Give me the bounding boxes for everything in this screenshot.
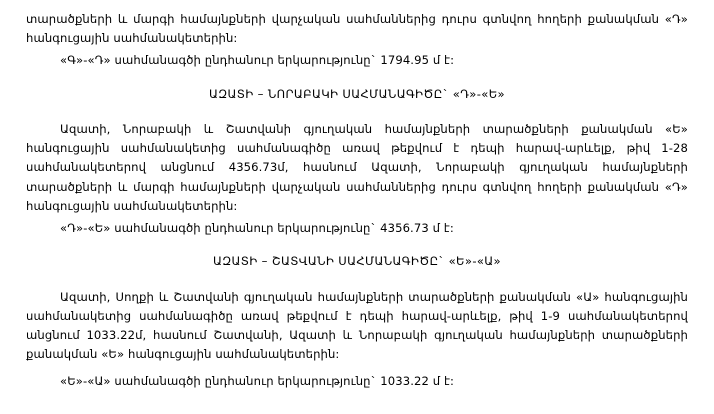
spacer (26, 238, 688, 252)
spacer (26, 104, 688, 120)
quote-g-d: «Գ»-«Դ» սահմանագծի ընդհանուր երկարությունը` 1794.95 մ է: (60, 53, 455, 68)
spacer (26, 272, 688, 288)
quote-e-a: «Ե»-«Ա» սահմանագծի ընդհանուր երկարությունը` 1033.22 մ է: (60, 373, 455, 388)
body-paragraph-2: Ազատի, Սողքի և Շատվանի գյուղական համայնքների տարածքների քանակման «Ա» հանգուցային սահմանակետից սահմանագիծը առավ թեքվում է դեպի հարավ-արևելք, թիվ 1-9 սահմանակետերով անցնում 1033.22մ, հասնում Շատվանի, Ազատի և Նորաբակի գյուղական համայնքների տարածքների քանակման «Ե» հանգուցային սահմանակետերին: (26, 289, 688, 362)
spacer (26, 71, 688, 85)
intro-paragraph: տարածքների և մարգի համայնքների վարչական սահմաններից դուրս գտնվող հողերի քանակման «Դ» հանգուցային սահմանակետերին: (26, 12, 688, 46)
quote-d-e: «Դ»-«Ե» սահմանագծի ընդհանուր երկարությունը` 4356.73 մ է: (60, 221, 454, 236)
heading-azati-shatvan: ԱԶԱՏԻ – ՇԱՏՎԱՆԻ ՍԱՀՄԱՆԱԳԻԾԸ` «Ե»-«Ա» (213, 254, 501, 269)
body-paragraph-1: Ազատի, Նորաբակի և Շատվանի գյուղական համայնքների տարածքների քանակման «Ե» հանգուցային սահմանակետից սահմանագիծը առավ թեքվում է դեպի հարավ-արևելք, թիվ 1-28 սահմանակետերով անցնում 4356.73մ, հասնում Ազատի, Նորաբակի գյուղական համայնքների տարածքների և մարգի համայնքների վարչական սահմաններից դուրս գտնվող հողերի քանակման «Դ» հանգուցային սահմանակետերին: (26, 121, 688, 213)
heading-azatavan-norabats: ԱԶԱՏԻ – ՆՈՐԱԲԱԿԻ ՍԱՀՄԱՆԱԳԻԾԸ` «Դ»-«Ե» (209, 86, 505, 101)
spacer (26, 365, 688, 372)
